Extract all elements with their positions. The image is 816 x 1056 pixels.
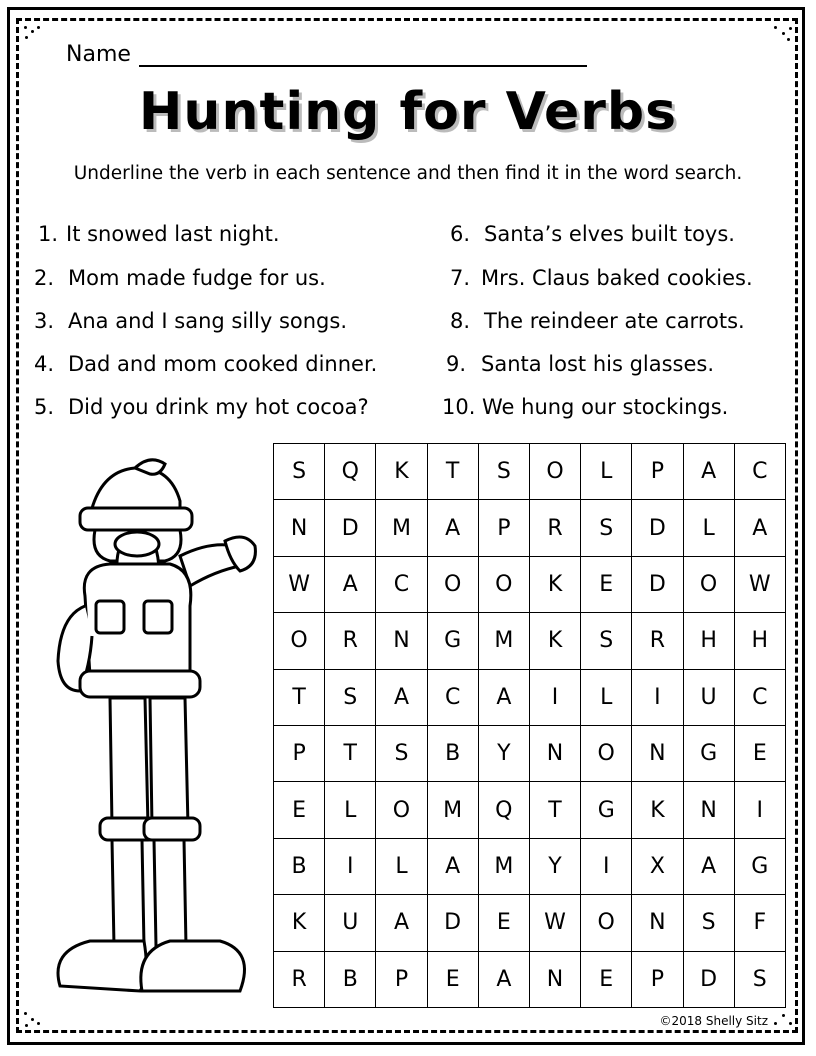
grid-cell[interactable]: I — [581, 838, 632, 894]
sentence: 1. It snowed last night. — [38, 222, 280, 246]
grid-cell[interactable]: C — [376, 556, 427, 612]
grid-cell[interactable]: G — [427, 613, 478, 669]
sentence: 4. Dad and mom cooked dinner. — [34, 352, 378, 376]
grid-cell[interactable]: G — [683, 725, 734, 781]
corner-dots — [22, 1010, 46, 1034]
grid-cell[interactable]: A — [376, 895, 427, 951]
grid-cell[interactable]: X — [632, 838, 683, 894]
grid-cell[interactable]: L — [683, 500, 734, 556]
grid-cell[interactable]: E — [581, 556, 632, 612]
grid-cell[interactable]: K — [632, 782, 683, 838]
grid-cell[interactable]: M — [376, 500, 427, 556]
grid-cell[interactable]: W — [274, 556, 325, 612]
grid-cell[interactable]: L — [325, 782, 376, 838]
grid-cell[interactable]: K — [529, 556, 580, 612]
grid-cell[interactable]: I — [529, 669, 580, 725]
grid-cell[interactable]: S — [274, 444, 325, 500]
grid-cell[interactable]: U — [683, 669, 734, 725]
grid-cell[interactable]: D — [427, 895, 478, 951]
grid-cell[interactable]: L — [581, 444, 632, 500]
grid-cell[interactable]: A — [683, 838, 734, 894]
grid-cell[interactable]: I — [325, 838, 376, 894]
grid-cell[interactable]: K — [376, 444, 427, 500]
grid-cell[interactable]: E — [274, 782, 325, 838]
instructions: Underline the verb in each sentence and then find it in the word search. — [73, 163, 743, 184]
grid-cell[interactable]: S — [325, 669, 376, 725]
grid-cell[interactable]: K — [529, 613, 580, 669]
sentence: 5. Did you drink my hot cocoa? — [34, 395, 369, 419]
grid-cell[interactable]: R — [274, 951, 325, 1007]
grid-cell[interactable]: R — [529, 500, 580, 556]
grid-cell[interactable]: M — [427, 782, 478, 838]
grid-cell[interactable]: O — [581, 895, 632, 951]
grid-row — [274, 669, 786, 725]
grid-row — [274, 556, 786, 612]
sentence: 7. Mrs. Claus baked cookies. — [450, 266, 753, 290]
grid-cell[interactable]: D — [632, 556, 683, 612]
grid-cell[interactable]: H — [734, 613, 785, 669]
grid-cell[interactable]: E — [734, 725, 785, 781]
grid-row — [274, 838, 786, 894]
grid-cell[interactable]: R — [632, 613, 683, 669]
grid-cell[interactable]: C — [427, 669, 478, 725]
sentence: 6. Santa’s elves built toys. — [450, 222, 735, 246]
grid-cell[interactable]: A — [734, 500, 785, 556]
grid-cell[interactable]: L — [376, 838, 427, 894]
grid-cell[interactable]: T — [529, 782, 580, 838]
grid-row — [274, 613, 786, 669]
grid-cell[interactable]: A — [478, 669, 529, 725]
grid-cell[interactable]: S — [376, 725, 427, 781]
sentence: 8. The reindeer ate carrots. — [450, 309, 745, 333]
grid-cell[interactable]: P — [274, 725, 325, 781]
grid-cell[interactable]: A — [478, 951, 529, 1007]
grid-cell[interactable]: S — [734, 951, 785, 1007]
grid-cell[interactable]: B — [325, 951, 376, 1007]
grid-row — [274, 782, 786, 838]
grid-cell[interactable]: G — [734, 838, 785, 894]
grid-cell[interactable]: D — [683, 951, 734, 1007]
grid-cell[interactable]: P — [632, 951, 683, 1007]
grid-cell[interactable]: D — [325, 500, 376, 556]
grid-cell[interactable]: W — [529, 895, 580, 951]
grid-cell[interactable]: N — [529, 725, 580, 781]
grid-cell[interactable]: G — [581, 782, 632, 838]
grid-cell[interactable]: N — [632, 725, 683, 781]
grid-cell[interactable]: K — [274, 895, 325, 951]
grid-cell[interactable]: B — [274, 838, 325, 894]
sentence: 10. We hung our stockings. — [442, 395, 729, 419]
grid-row — [274, 500, 786, 556]
grid-cell[interactable]: P — [478, 500, 529, 556]
grid-cell[interactable]: T — [274, 669, 325, 725]
elf-illustration — [40, 446, 270, 1006]
grid-cell[interactable]: H — [683, 613, 734, 669]
grid-cell[interactable]: I — [734, 782, 785, 838]
grid-row — [274, 444, 786, 500]
grid-cell[interactable]: O — [274, 613, 325, 669]
name-row — [66, 42, 587, 67]
grid-cell[interactable]: O — [529, 444, 580, 500]
word-search-grid — [273, 443, 786, 1008]
grid-cell[interactable]: T — [325, 725, 376, 781]
grid-cell[interactable]: Q — [478, 782, 529, 838]
grid-row — [274, 951, 786, 1007]
grid-cell[interactable]: M — [478, 838, 529, 894]
grid-cell[interactable]: A — [325, 556, 376, 612]
grid-cell[interactable]: N — [529, 951, 580, 1007]
grid-cell[interactable]: N — [632, 895, 683, 951]
grid-cell[interactable]: Y — [529, 838, 580, 894]
grid-cell[interactable]: O — [427, 556, 478, 612]
grid-cell[interactable]: I — [632, 669, 683, 725]
grid-cell[interactable]: C — [734, 444, 785, 500]
name-line[interactable] — [139, 45, 587, 67]
grid-cell[interactable]: E — [478, 895, 529, 951]
sentence: 3. Ana and I sang silly songs. — [34, 309, 347, 333]
grid-cell[interactable]: A — [683, 444, 734, 500]
grid-cell[interactable]: N — [376, 613, 427, 669]
page-title: Hunting for Verbs — [138, 82, 678, 142]
grid-cell[interactable]: Q — [325, 444, 376, 500]
grid-cell[interactable]: P — [632, 444, 683, 500]
corner-dots — [772, 1010, 796, 1034]
copyright: ©2018 Shelly Sitz — [659, 1014, 768, 1028]
grid-cell[interactable]: E — [427, 951, 478, 1007]
grid-cell[interactable]: O — [478, 556, 529, 612]
corner-dots — [772, 24, 796, 48]
grid-cell[interactable]: N — [274, 500, 325, 556]
grid-cell[interactable]: D — [632, 500, 683, 556]
grid-cell[interactable]: S — [581, 500, 632, 556]
grid-cell[interactable]: Y — [478, 725, 529, 781]
grid-cell[interactable]: R — [325, 613, 376, 669]
grid-cell[interactable]: S — [683, 895, 734, 951]
grid-cell[interactable]: W — [734, 556, 785, 612]
grid-cell[interactable]: S — [581, 613, 632, 669]
grid-cell[interactable]: T — [427, 444, 478, 500]
grid-cell[interactable]: O — [581, 725, 632, 781]
grid-cell[interactable]: O — [376, 782, 427, 838]
sentence: 2. Mom made fudge for us. — [34, 266, 326, 290]
grid-cell[interactable]: N — [683, 782, 734, 838]
grid-cell[interactable]: F — [734, 895, 785, 951]
grid-cell[interactable]: E — [581, 951, 632, 1007]
corner-dots — [22, 24, 46, 48]
grid-cell[interactable]: C — [734, 669, 785, 725]
grid-cell[interactable]: P — [376, 951, 427, 1007]
grid-cell[interactable]: U — [325, 895, 376, 951]
grid-cell[interactable]: L — [581, 669, 632, 725]
grid-cell[interactable]: S — [478, 444, 529, 500]
name-label: Name — [66, 42, 131, 67]
grid-row — [274, 725, 786, 781]
grid-cell[interactable]: A — [427, 838, 478, 894]
grid-row — [274, 895, 786, 951]
grid-cell[interactable]: A — [427, 500, 478, 556]
sentence: 9. Santa lost his glasses. — [446, 352, 715, 376]
grid-cell[interactable]: O — [683, 556, 734, 612]
grid-cell[interactable]: B — [427, 725, 478, 781]
grid-cell[interactable]: M — [478, 613, 529, 669]
grid-cell[interactable]: A — [376, 669, 427, 725]
